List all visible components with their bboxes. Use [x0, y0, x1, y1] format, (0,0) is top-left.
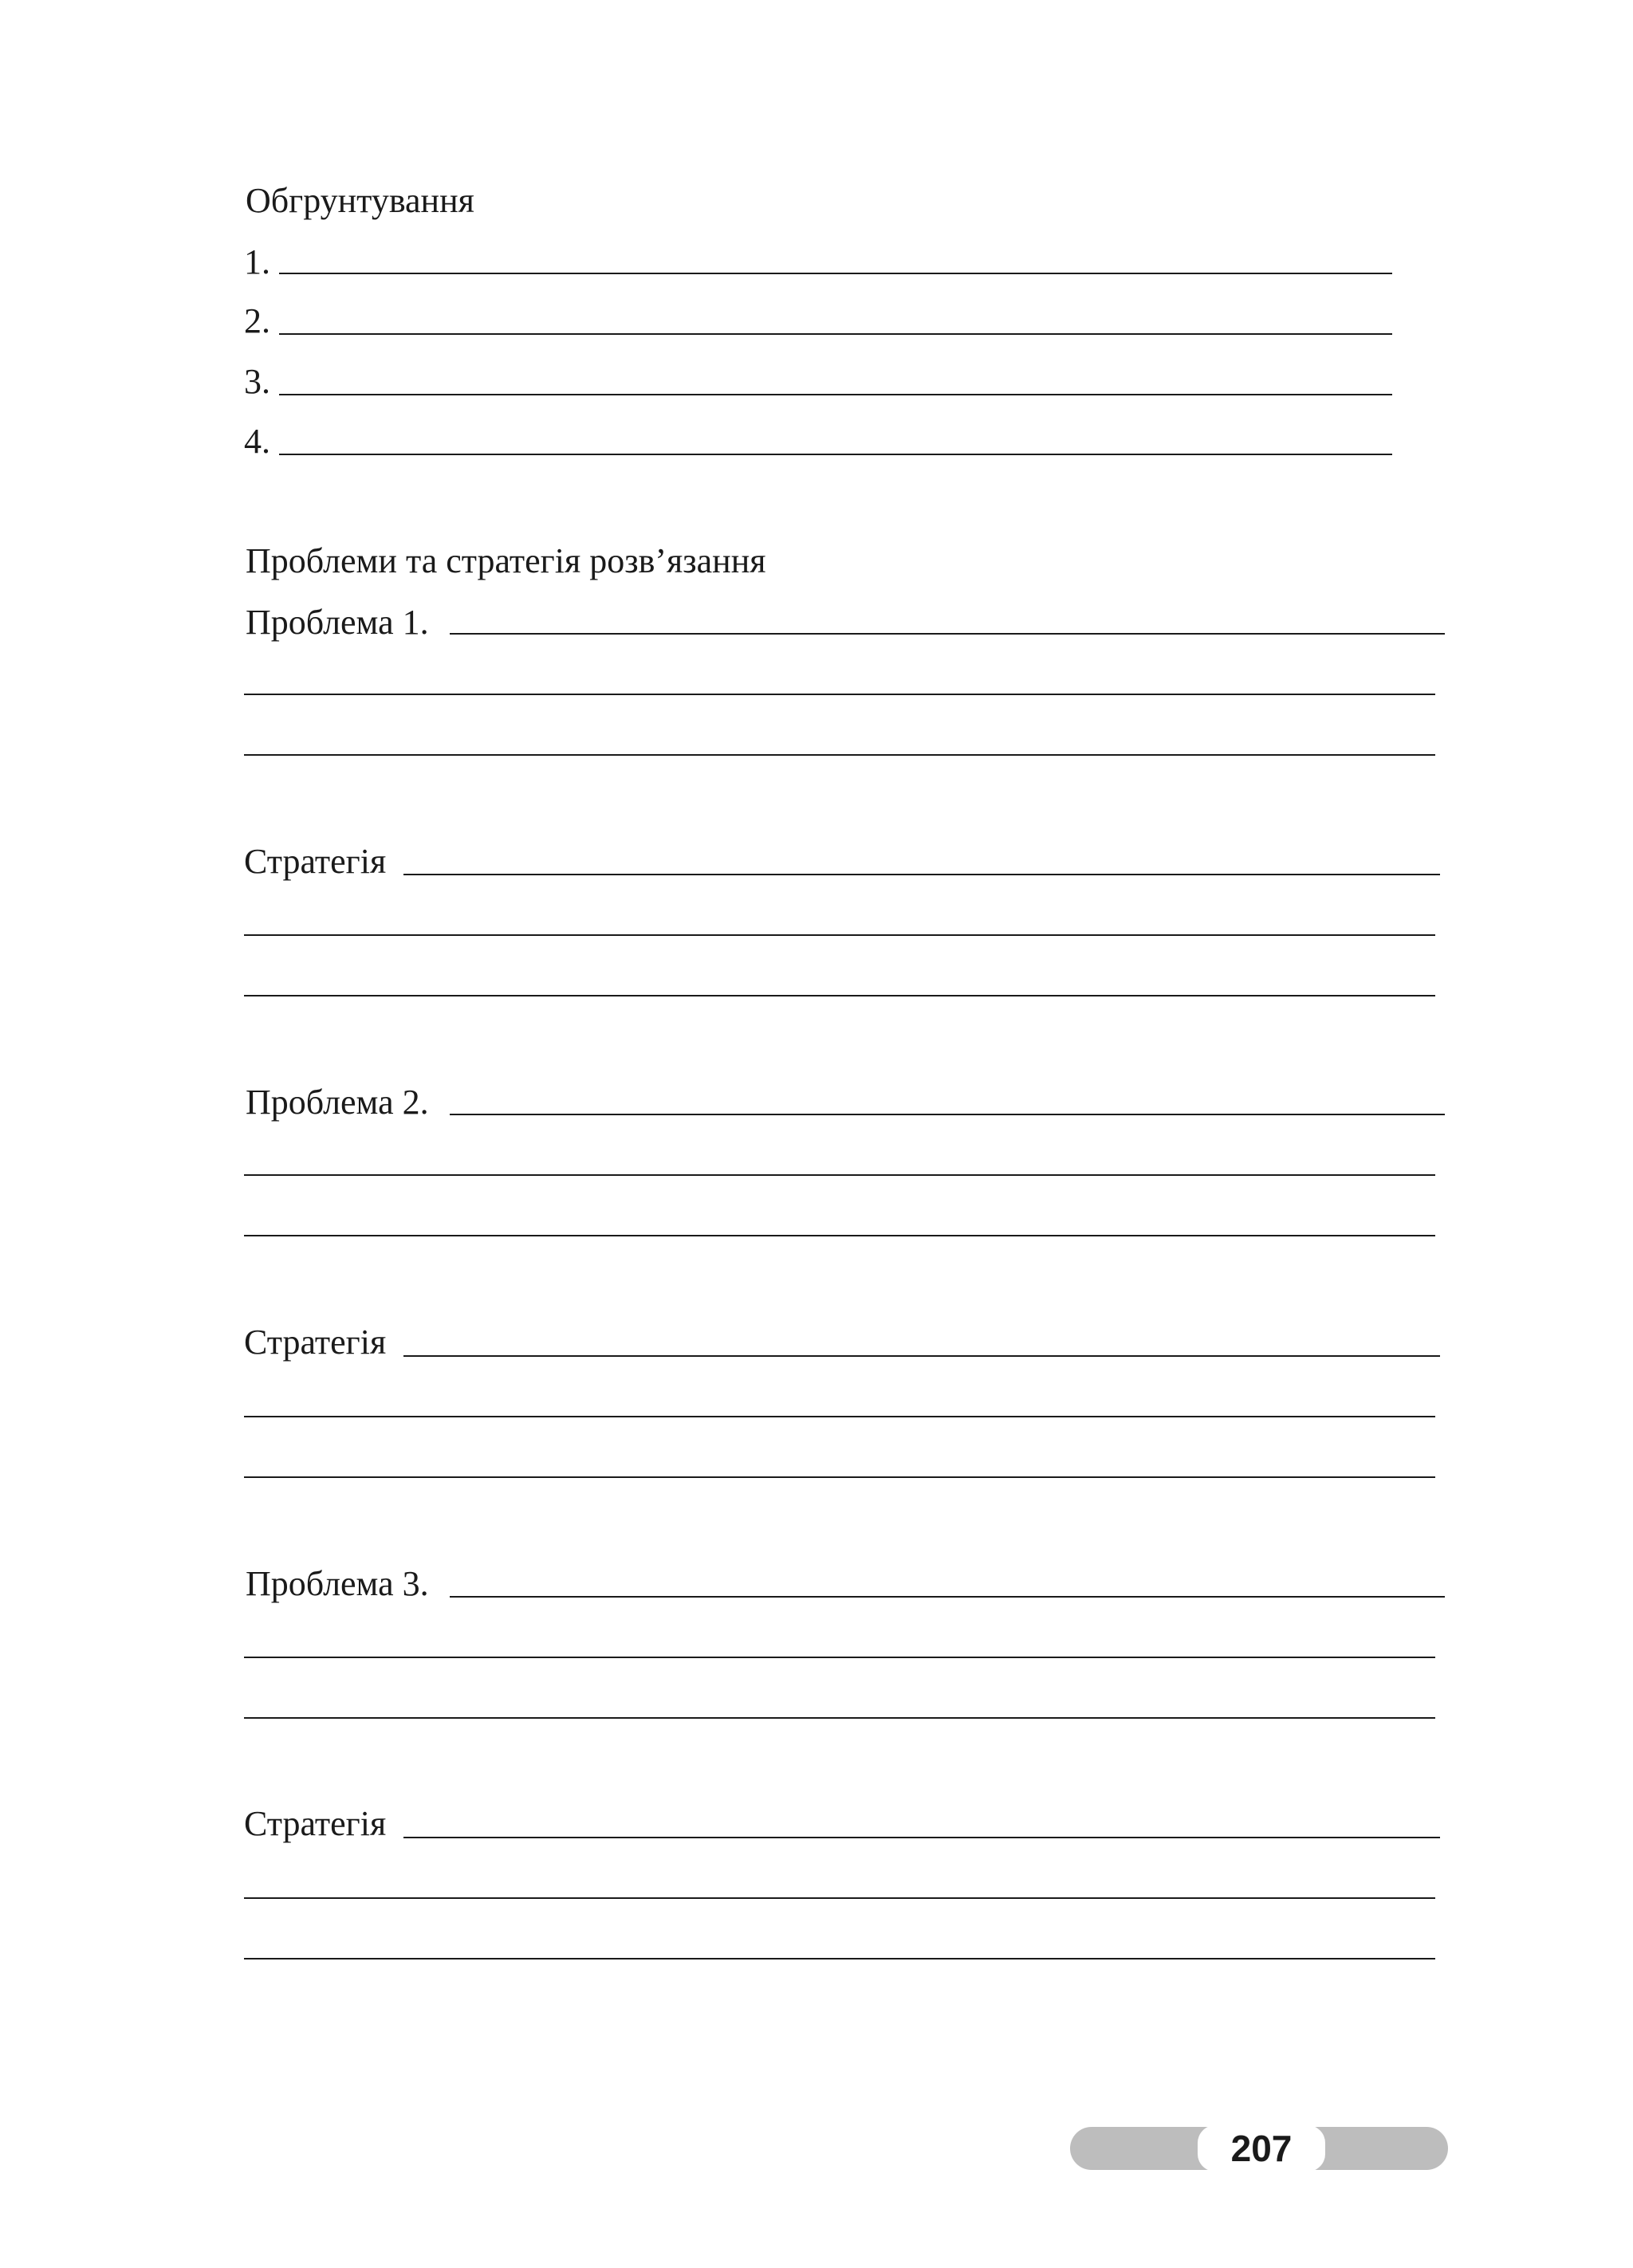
strategy-3-label: Стратегія — [244, 1804, 387, 1843]
problem-1-line-3[interactable] — [244, 754, 1435, 756]
problem-3-line-1[interactable] — [450, 1596, 1445, 1598]
justification-item-2-line[interactable] — [279, 333, 1392, 335]
justification-item-3-number: 3. — [244, 362, 270, 401]
justification-item-4-number: 4. — [244, 422, 270, 461]
justification-heading: Обгрунтування — [246, 181, 474, 220]
problem-3-line-2[interactable] — [244, 1657, 1435, 1658]
justification-item-4-line[interactable] — [279, 454, 1392, 455]
strategy-1-line-3[interactable] — [244, 995, 1435, 996]
justification-item-1-number: 1. — [244, 242, 270, 281]
problem-1-line-2[interactable] — [244, 694, 1435, 695]
problem-1-label: Проблема 1. — [246, 603, 429, 642]
problem-2-line-1[interactable] — [450, 1114, 1445, 1115]
problems-heading: Проблеми та стратегія розв’язання — [246, 541, 766, 580]
page-number: 207 — [1198, 2125, 1325, 2172]
problem-2-label: Проблема 2. — [246, 1083, 429, 1122]
strategy-1-line-1[interactable] — [403, 874, 1440, 875]
strategy-3-line-2[interactable] — [244, 1897, 1435, 1899]
problem-3-label: Проблема 3. — [246, 1564, 429, 1603]
problem-1-line-1[interactable] — [450, 633, 1445, 635]
problem-2-line-2[interactable] — [244, 1174, 1435, 1176]
strategy-2-label: Стратегія — [244, 1323, 387, 1362]
strategy-3-line-1[interactable] — [403, 1837, 1440, 1838]
strategy-2-line-3[interactable] — [244, 1476, 1435, 1478]
justification-item-1-line[interactable] — [279, 273, 1392, 274]
strategy-2-line-1[interactable] — [403, 1355, 1440, 1357]
strategy-1-line-2[interactable] — [244, 934, 1435, 936]
justification-item-2-number: 2. — [244, 301, 270, 340]
justification-item-3-line[interactable] — [279, 394, 1392, 395]
problem-2-line-3[interactable] — [244, 1235, 1435, 1236]
strategy-3-line-3[interactable] — [244, 1958, 1435, 1959]
strategy-2-line-2[interactable] — [244, 1416, 1435, 1417]
strategy-1-label: Стратегія — [244, 842, 387, 881]
problem-3-line-3[interactable] — [244, 1717, 1435, 1719]
